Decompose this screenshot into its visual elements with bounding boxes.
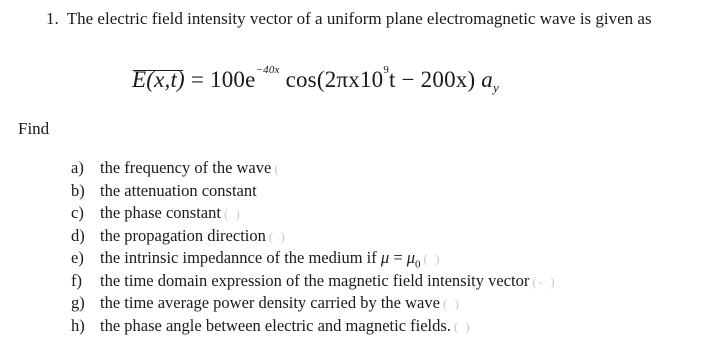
part-text: the phase constant — [100, 203, 221, 222]
part-e — [71, 247, 557, 270]
part-text: the frequency of the wave — [100, 158, 272, 177]
faded-paren: ( ) — [268, 228, 287, 244]
part-g — [71, 292, 557, 315]
equation-amplitude: 100e — [210, 67, 256, 92]
part-a — [71, 157, 557, 180]
faded-paren: ( ) — [453, 318, 472, 334]
find-label: Find — [18, 119, 50, 138]
part-letter: f) — [71, 270, 82, 290]
part-letter: g) — [71, 293, 85, 312]
part-text: the attenuation constant — [100, 180, 257, 200]
part-text: the time domain expression of the magnetic field intensity vector — [100, 270, 530, 290]
question-statement — [46, 9, 652, 29]
part-letter: b) — [71, 180, 85, 200]
part-text: the propagation direction — [100, 225, 266, 245]
mu-symbol: μ — [380, 248, 390, 267]
faded-paren: ( — [274, 161, 281, 176]
mu-equals: = — [389, 248, 407, 267]
part-c — [71, 202, 557, 225]
part-letter: d) — [71, 225, 85, 245]
electric-field-equation — [132, 64, 499, 96]
equation-exponent: −40x — [255, 64, 280, 76]
part-text: the intrinsic impedannce of the medium if — [100, 248, 377, 267]
equation-equals: = — [184, 67, 210, 92]
part-text: the phase angle between electric and magnetic fields. — [100, 315, 451, 335]
faded-paren: ( ) — [223, 206, 242, 221]
part-h — [71, 315, 557, 338]
part-text: the time average power density carried by the wave — [100, 293, 440, 312]
equation-unit-subscript: y — [493, 80, 499, 95]
part-d — [71, 225, 557, 248]
equation-lhs: E(x,t) — [132, 67, 185, 92]
part-letter: e) — [71, 248, 84, 267]
mu-zero-subscript: 0 — [415, 258, 421, 271]
question-number: 1. — [46, 9, 59, 28]
equation-cos-open: cos(2πx10 — [279, 67, 384, 92]
part-letter: h) — [71, 315, 85, 335]
parts-list — [71, 157, 557, 337]
part-letter: a) — [71, 158, 84, 177]
mu-zero-symbol: μ — [406, 248, 416, 267]
part-letter: c) — [71, 203, 84, 222]
faded-paren: ( ) — [442, 296, 461, 311]
question-text: The electric field intensity vector of a uniform plane electromagnetic wave is given as — [66, 9, 652, 28]
faded-paren: ( ) — [423, 251, 442, 266]
equation-cos-close: t − 200x) — [389, 67, 482, 92]
equation-cos-exponent: 9 — [383, 64, 390, 76]
faded-paren: (- ) — [532, 273, 557, 289]
part-b — [71, 180, 557, 203]
part-f — [71, 270, 557, 293]
equation-unit-vector: a — [481, 67, 493, 92]
